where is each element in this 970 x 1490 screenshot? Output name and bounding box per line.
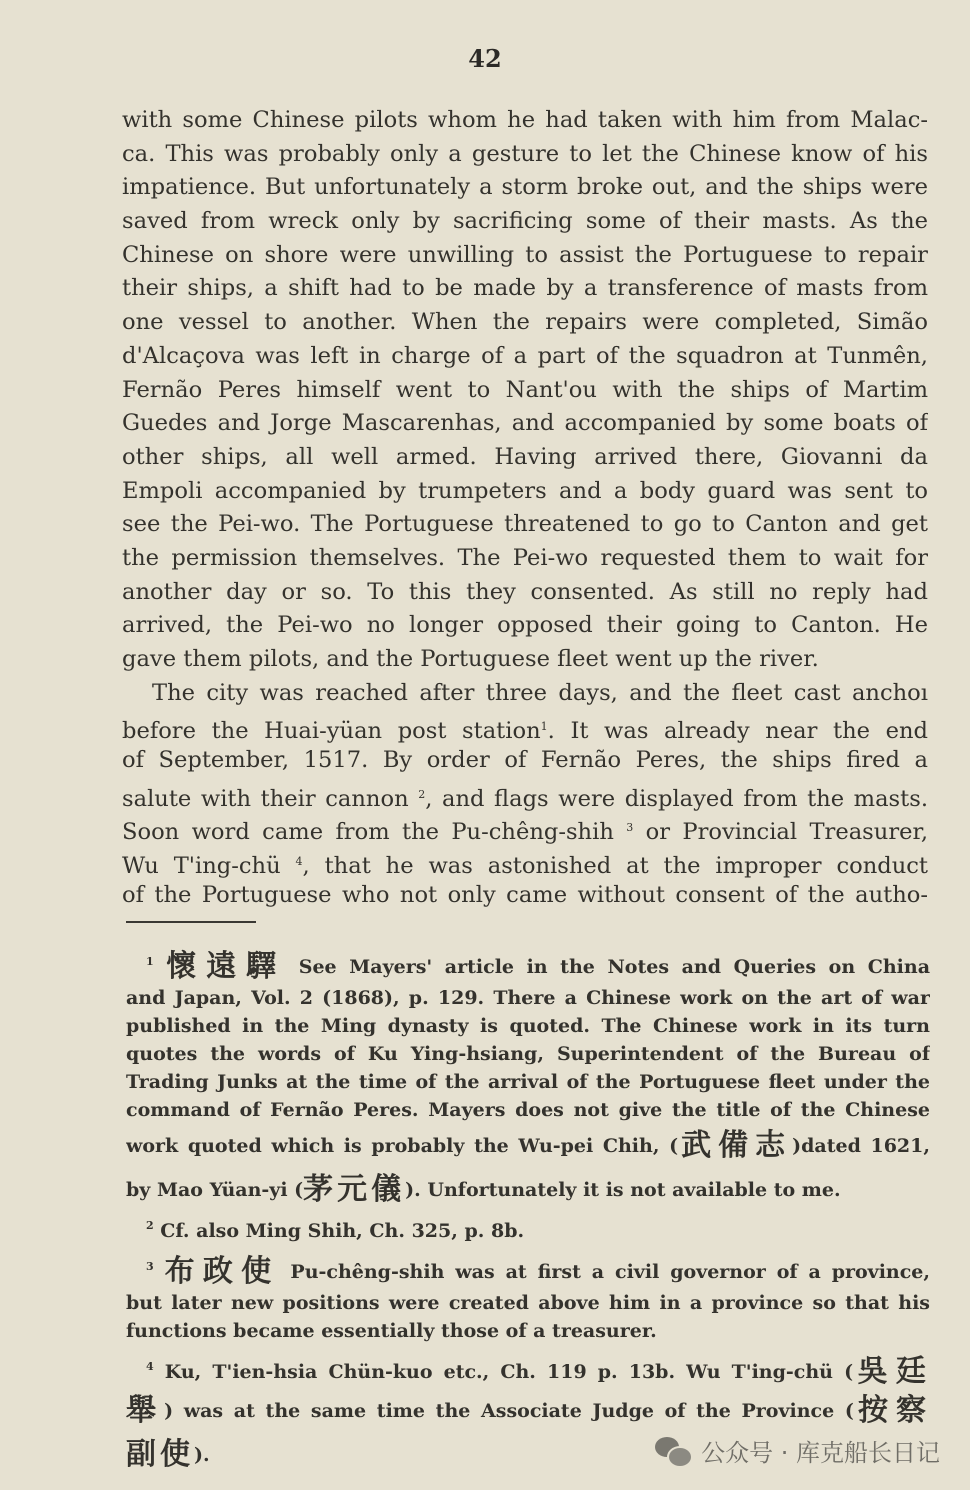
footnote-3 — [126, 1245, 930, 1289]
cjk-text: 懷遠驛 — [166, 949, 287, 984]
text-line — [122, 778, 928, 812]
cjk-text: 副使 — [126, 1437, 194, 1472]
footnote-text: ). Unfortunately it is not available to me. — [405, 1179, 841, 1201]
text-segment: Wu T'ing-chü — [122, 853, 281, 879]
footnote-line: command of Fernão Peres. Mayers does not give the title of the Chinese — [126, 1099, 930, 1121]
footnote-text: )dated 1621, — [792, 1135, 930, 1157]
text-line — [122, 710, 928, 744]
footnote-line — [126, 1124, 930, 1168]
text-line: other ships, all well armed. Having arrived there, Giovanni da — [122, 443, 928, 470]
text-line: with some Chinese pilots whom he had taken with him from Malac- — [122, 107, 928, 133]
cjk-text: 按察 — [853, 1393, 930, 1428]
text-line: Guedes and Jorge Mascarenhas, and accompanied by some boats of — [122, 410, 928, 437]
text-segment: salute with their cannon — [122, 785, 409, 812]
text-segment: Soon word came from the Pu-chêng-shih — [122, 819, 614, 846]
footnote-text: ) was at the same time the Associate Judge of the Province ( — [164, 1400, 854, 1422]
page-number: 42 — [468, 44, 502, 73]
footnote-mark: 3 — [146, 1260, 154, 1273]
footnote-mark: 1 — [146, 955, 154, 968]
footnote-text: See Mayers' article in the Notes and Queries on China — [298, 956, 930, 978]
wechat-icon — [655, 1435, 691, 1467]
footnote-divider — [126, 921, 256, 923]
cjk-text: 吳廷 — [853, 1354, 930, 1389]
text-line: saved from wreck only by sacrificing some of their masts. As the — [122, 208, 928, 235]
text-line: of September, 1517. By order of Fernão Peres, the ships fired a — [122, 747, 928, 774]
text-segment: before the Huai-yüan post station — [122, 718, 541, 745]
text-line: The city was reached after three days, and the fleet cast anchoı — [152, 679, 928, 706]
text-line: ca. This was probably only a gesture to let the Chinese know of his — [122, 140, 928, 167]
text-line: of the Portuguese who not only came without consent of the autho- — [122, 881, 928, 908]
text-line: impatience. But unfortunately a storm broke out, and the ships were — [122, 174, 928, 201]
text-line: another day or so. To this they consented. As still no reply had — [122, 578, 928, 605]
text-line: see the Pei-wo. The Portuguese threatened to go to Canton and get — [122, 511, 928, 538]
footnote-ref[interactable]: 4 — [295, 855, 303, 869]
watermark — [655, 1433, 940, 1468]
footnote-line: functions became essentially those of a treasurer. — [126, 1320, 657, 1342]
footnote-2 — [126, 1212, 930, 1245]
text-line: Empoli accompanied by trumpeters and a body guard was sent to — [122, 477, 928, 504]
text-line: d'Alcaçova was left in charge of a part of the squadron at Tunmên, — [122, 342, 928, 369]
footnote-text: by Mao Yüan-yi ( — [126, 1179, 304, 1201]
text-line — [122, 811, 928, 845]
footnote-1 — [126, 940, 930, 984]
cjk-text: 布政使 — [164, 1254, 280, 1289]
footnote-ref[interactable]: 3 — [626, 821, 634, 835]
footnote-text: Cf. also Ming Shih, Ch. 325, p. 8b. — [160, 1220, 525, 1242]
footnote-line: Trading Junks at the time of the arrival of the Portuguese fleet under the — [126, 1071, 930, 1093]
text-segment: . It was already near the end — [547, 718, 928, 745]
cjk-text: 武備志 — [678, 1128, 793, 1163]
text-line: Chinese on shore were unwilling to assist the Portuguese to repair — [122, 241, 928, 268]
text-line: Fernão Peres himself went to Nant'ou with the ships of Martim — [122, 376, 928, 403]
footnote-4 — [126, 1345, 930, 1389]
text-line: one vessel to another. When the repairs were completed, Simão — [122, 309, 928, 336]
footnote-mark: 2 — [146, 1219, 154, 1232]
footnote-text: work quoted which is probably the Wu-pei Chih, ( — [126, 1135, 679, 1157]
footnote-line: published in the Ming dynasty is quoted. The Chinese work in its turn — [126, 1015, 930, 1037]
footnote-line — [126, 1168, 930, 1212]
text-segment: or Provincial Treasurer, — [633, 819, 928, 846]
footnote-text: Ku, T'ien-hsia Chün-kuo etc., Ch. 119 p. 13b. Wu T'ing-chü ( — [164, 1361, 854, 1383]
footnote-text: ). — [194, 1444, 210, 1466]
text-line: gave them pilots, and the Portuguese fleet went up the river. — [122, 646, 819, 672]
text-segment: , and flags were displayed from the masts. — [425, 785, 928, 812]
footnote-ref[interactable]: 2 — [418, 787, 426, 801]
body-text — [122, 104, 928, 913]
footnote-line: but later new positions were created above him in a province so that his — [126, 1292, 930, 1314]
text-line: the permission themselves. The Pei-wo requested them to wait for — [122, 544, 928, 571]
footnote-line — [126, 1389, 930, 1433]
text-line: arrived, the Pei-wo no longer opposed their going to Canton. He — [122, 612, 928, 639]
text-line — [122, 845, 928, 879]
text-line: their ships, a shift had to be made by a transference of masts from — [122, 275, 928, 302]
footnote-line: quotes the words of Ku Ying-hsiang, Superintendent of the Bureau of — [126, 1043, 930, 1065]
footnote-line: and Japan, Vol. 2 (1868), p. 129. There a Chinese work on the art of war — [126, 987, 930, 1009]
cjk-text: 茅元儀 — [303, 1172, 406, 1207]
watermark-text: 公众号 · 库克船长日记 — [701, 1439, 940, 1467]
footnote-text: Pu-chêng-shih was at first a civil governor of a province, — [290, 1261, 930, 1283]
footnote-ref[interactable]: 1 — [540, 720, 548, 734]
cjk-text: 舉 — [126, 1393, 165, 1428]
footnotes — [126, 940, 930, 1477]
footnote-mark: 4 — [146, 1360, 154, 1373]
text-segment: , that he was astonished at the improper conduct — [302, 853, 928, 879]
